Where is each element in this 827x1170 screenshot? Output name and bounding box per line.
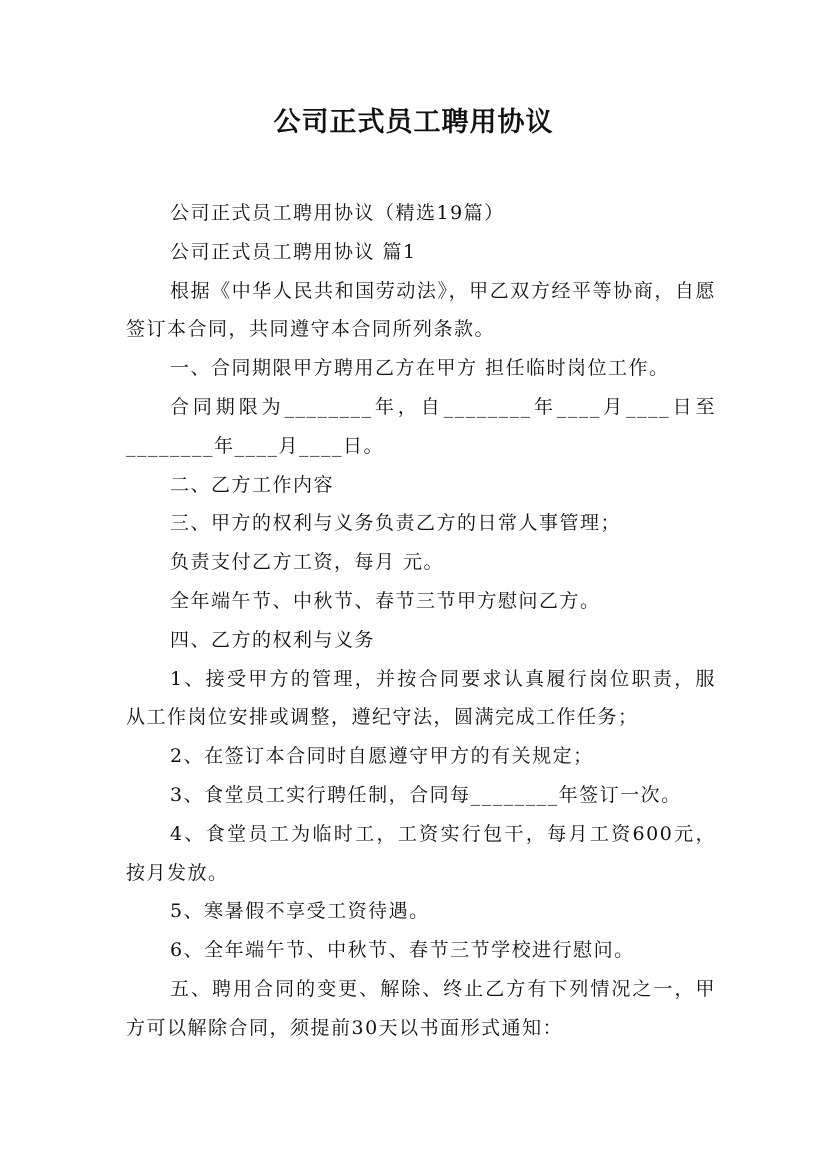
paragraph: 二、乙方工作内容 bbox=[170, 473, 335, 496]
paragraph: 公司正式员工聘用协议 篇1 bbox=[170, 240, 417, 263]
paragraph: 四、乙方的权利与义务 bbox=[170, 628, 376, 651]
paragraph: 4、食堂员工为临时工，工资实行包干，每月工资600元，按月发放。 bbox=[126, 822, 716, 884]
paragraph: 负责支付乙方工资，每月 元。 bbox=[170, 551, 445, 574]
document-title: 公司正式员工聘用协议 bbox=[273, 107, 554, 138]
paragraph: 合同期限为________年，自________年____月____日至________年____月____日。 bbox=[126, 395, 716, 457]
document-body bbox=[126, 194, 716, 1048]
paragraph: 全年端午节、中秋节、春节三节甲方慰问乙方。 bbox=[170, 589, 601, 612]
paragraph: 6、全年端午节、中秋节、春节三节学校进行慰问。 bbox=[170, 939, 635, 962]
paragraph: 3、食堂员工实行聘任制，合同每________年签订一次。 bbox=[170, 783, 682, 806]
paragraph: 三、甲方的权利与义务负责乙方的日常人事管理； bbox=[170, 512, 622, 535]
paragraph: 5、寒暑假不享受工资待遇。 bbox=[170, 900, 430, 923]
paragraph: 一、合同期限甲方聘用乙方在甲方 担任临时岗位工作。 bbox=[170, 357, 670, 380]
paragraph: 公司正式员工聘用协议（精选19篇） bbox=[170, 202, 505, 224]
paragraph: 2、在签订本合同时自愿遵守甲方的有关规定； bbox=[170, 745, 594, 768]
paragraph: 五、聘用合同的变更、解除、终止乙方有下列情况之一，甲方可以解除合同，须提前30天以书面形式通知： bbox=[126, 977, 716, 1039]
paragraph: 根据《中华人民共和国劳动法》，甲乙双方经平等协商，自愿签订本合同，共同遵守本合同所列条款。 bbox=[126, 279, 716, 341]
paragraph: 1、接受甲方的管理，并按合同要求认真履行岗位职责，服从工作岗位安排或调整，遵纪守法，圆满完成工作任务； bbox=[126, 667, 716, 729]
